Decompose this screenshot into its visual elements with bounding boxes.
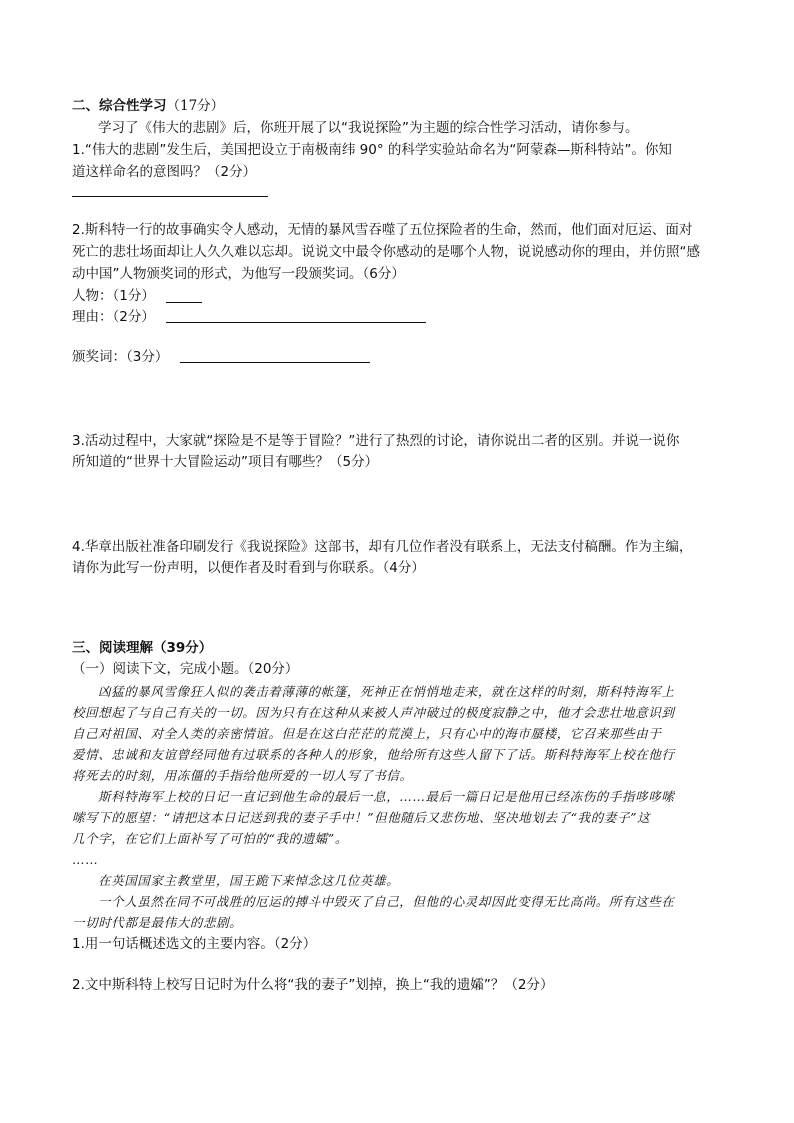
q2-person-label: 人物：（1分） (72, 288, 155, 304)
passage-line: 一切时代都是最伟大的悲剧。 (72, 915, 243, 930)
passage-line: 一个人虽然在同不可战胜的厄运的搏斗中毁灭了自己，但他的心灵却因此变得无比高尚。所有这些在 (98, 894, 675, 909)
passage-line: 斯科特海军上校的日记一直记到他生命的最后一息，……最后一篇日记是他用已经冻伤的手指哆哆嗦 (98, 789, 675, 804)
q2-text-line2: 死亡的悲壮场面却让人久久难以忘却。说说文中最令你感动的是哪个人物，说说感动你的理由，并仿照“感 (72, 244, 700, 260)
passage-ellipsis: …… (72, 852, 99, 867)
q1-answer-line[interactable] (72, 196, 268, 197)
section3-sub1: （一）阅读下文，完成小题。（20分） (72, 661, 299, 677)
q2-reason-label: 理由：（2分） (72, 309, 155, 325)
q1-text-line1: 1.“伟大的悲剧”发生后，美国把设立于南极南纬 90° 的科学实验站命名为“阿蒙森—斯科特站”。你知 (72, 142, 672, 158)
passage-line: 自己对祖国、对全人类的亲密情谊。但是在这白茫茫的荒漠上，只有心中的海市蜃楼，它召来那些由于 (72, 726, 662, 741)
q2-person-answer-line[interactable] (166, 302, 202, 303)
passage-line: 校回想起了与自己有关的一切。因为只有在这种从来被人声冲破过的极度寂静之中，他才会悲壮地意识到 (72, 705, 675, 720)
section2-heading-score: （17分） (166, 98, 225, 114)
q4-text-line2: 请你为此写一份声明，以便作者及时看到与你联系。（4分） (72, 560, 425, 576)
section3-heading: 三、阅读理解（39分） (72, 640, 213, 656)
q2-text-line1: 2.斯科特一行的故事确实令人感动，无情的暴风雪吞噬了五位探险者的生命，然而，他们面对厄运、面对 (72, 222, 693, 238)
passage-line: 嗦写下的愿望：“请把这本日记送到我的妻子手中！”但他随后又悲伤地、坚决地划去了“我的妻子”这 (72, 810, 651, 825)
q1-text-line2: 道这样命名的意图吗？（2分） (72, 164, 257, 180)
passage-line: 爱情、忠诚和友谊曾经同他有过联系的各种人的形象，他给所有这些人留下了话。斯科特海军上校在他行 (72, 747, 675, 762)
q2-award-answer-line[interactable] (180, 362, 370, 363)
passage-line: 在英国国家主教堂里，国王跪下来悼念这几位英雄。 (98, 873, 400, 888)
q2-award-label: 颁奖词：（3分） (72, 349, 169, 365)
q4-text-line1: 4.华章出版社准备印刷发行《我说探险》这部书，却有几位作者没有联系上，无法支付稿酬。作为主编， (72, 539, 693, 555)
reading-q1: 1.用一句话概述选文的主要内容。（2分） (72, 936, 317, 952)
passage-line: 将死去的时刻，用冻僵的手指给他所爱的一切人写了书信。 (72, 768, 413, 783)
q2-reason-answer-line[interactable] (166, 322, 426, 323)
q3-text-line2: 所知道的“世界十大冒险运动”项目有哪些？（5分） (72, 454, 379, 470)
passage-line: 凶猛的暴风雪像狂人似的袭击着薄薄的帐篷，死神正在悄悄地走来，就在这样的时刻，斯科特海军上 (98, 684, 675, 699)
passage-line: 几个字，在它们上面补写了可怕的“我的遗孀”。 (72, 831, 348, 846)
q2-text-line3: 动中国”人物颁奖词的形式，为他写一段颁奖词。（6分） (72, 266, 405, 282)
section2-heading (72, 96, 224, 116)
reading-q2: 2.文中斯科特上校写日记时为什么将“我的妻子”划掉，换上“我的遗孀”？（2分） (72, 977, 554, 993)
section2-intro: 学习了《伟大的悲剧》后，你班开展了以“我说探险”为主题的综合性学习活动，请你参与。 (98, 120, 639, 136)
q3-text-line1: 3.活动过程中，大家就“探险是不是等于冒险？”进行了热烈的讨论，请你说出二者的区别。并说一说你 (72, 433, 680, 449)
section2-heading-text: 二、综合性学习 (72, 98, 167, 114)
